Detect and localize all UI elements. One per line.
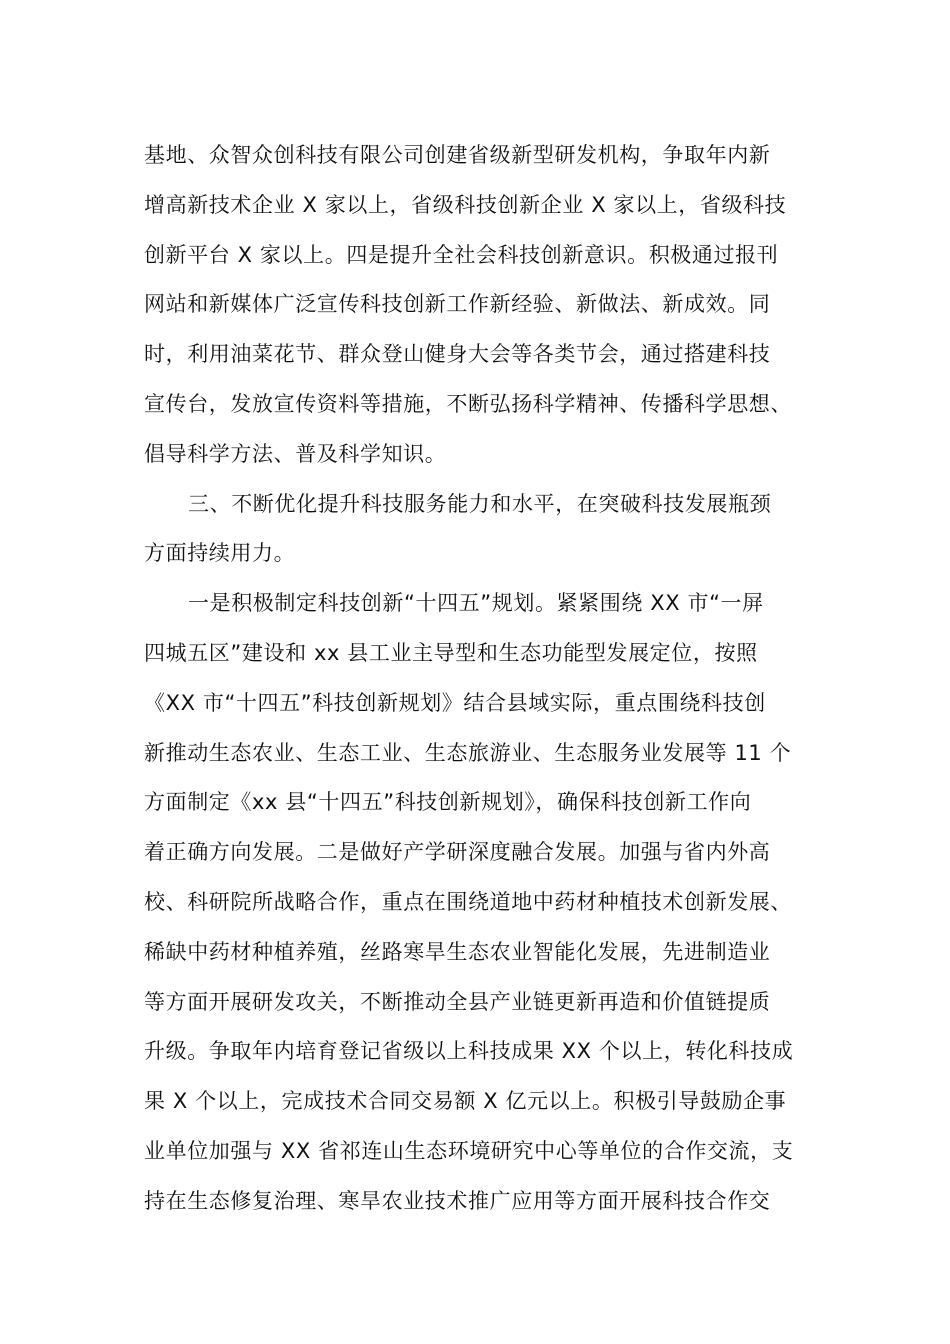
document-body: [144, 131, 824, 1227]
text-line-17: 稀缺中药材种植养殖，丝路寒旱生态农业智能化发展，先进制造业: [144, 939, 771, 964]
section-heading-line-2: 方面持续用力。: [144, 541, 296, 566]
text-line-12: 《XX 市“十四五”科技创新规划》结合县域实际，重点围绕科技创: [144, 690, 766, 715]
text-line-1: 基地、众智众创科技有限公司创建省级新型研发机构，争取年内新: [144, 143, 771, 167]
text-line-10: 一是积极制定科技创新“十四五”规划。紧紧围绕 XX 市“一屏: [188, 591, 764, 616]
text-line-13: 新推动生态农业、生态工业、生态旅游业、生态服务业发展等 11 个: [144, 740, 792, 765]
text-line-22: 持在生态修复治理、寒旱农业技术推广应用等方面开展科技合作交: [144, 1188, 771, 1213]
text-line-16: 校、科研院所战略合作，重点在围绕道地中药材种植技术创新发展、: [144, 889, 792, 914]
text-line-19: 升级。争取年内培育登记省级以上科技成果 XX 个以上，转化科技成: [144, 1039, 794, 1064]
text-line-6: 宣传台，发放宣传资料等措施，不断弘扬科学精神、传播科学思想、: [144, 391, 792, 416]
text-line-20: 果 X 个以上，完成技术合同交易额 X 亿元以上。积极引导鼓励企事: [144, 1089, 787, 1114]
text-line-18: 等方面开展研发攻关，不断推动全县产业链更新再造和价值链提质: [144, 989, 771, 1014]
text-line-4: 网站和新媒体广泛宣传科技创新工作新经验、新做法、新成效。同: [144, 292, 771, 317]
text-line-15: 着正确方向发展。二是做好产学研深度融合发展。加强与省内外高: [144, 840, 771, 865]
text-line-14: 方面制定《xx 县“十四五”科技创新规划》，确保科技创新工作向: [144, 790, 752, 815]
text-line-5: 时，利用油菜花节、群众登山健身大会等各类节会，通过搭建科技: [144, 342, 771, 367]
text-line-2: 增高新技术企业 X 家以上，省级科技创新企业 X 家以上，省级科技: [144, 192, 787, 217]
text-line-11: 四城五区”建设和 xx 县工业主导型和生态功能型发展定位，按照: [144, 640, 758, 665]
text-line-3: 创新平台 X 家以上。四是提升全社会科技创新意识。积极通过报刊: [144, 242, 779, 267]
section-heading-line-1: 三、不断优化提升科技服务能力和水平，在突破科技发展瓶颈: [188, 491, 772, 516]
text-line-7: 倡导科学方法、普及科学知识。: [144, 441, 447, 466]
text-line-21: 业单位加强与 XX 省祁连山生态环境研究中心等单位的合作交流，支: [144, 1138, 794, 1163]
